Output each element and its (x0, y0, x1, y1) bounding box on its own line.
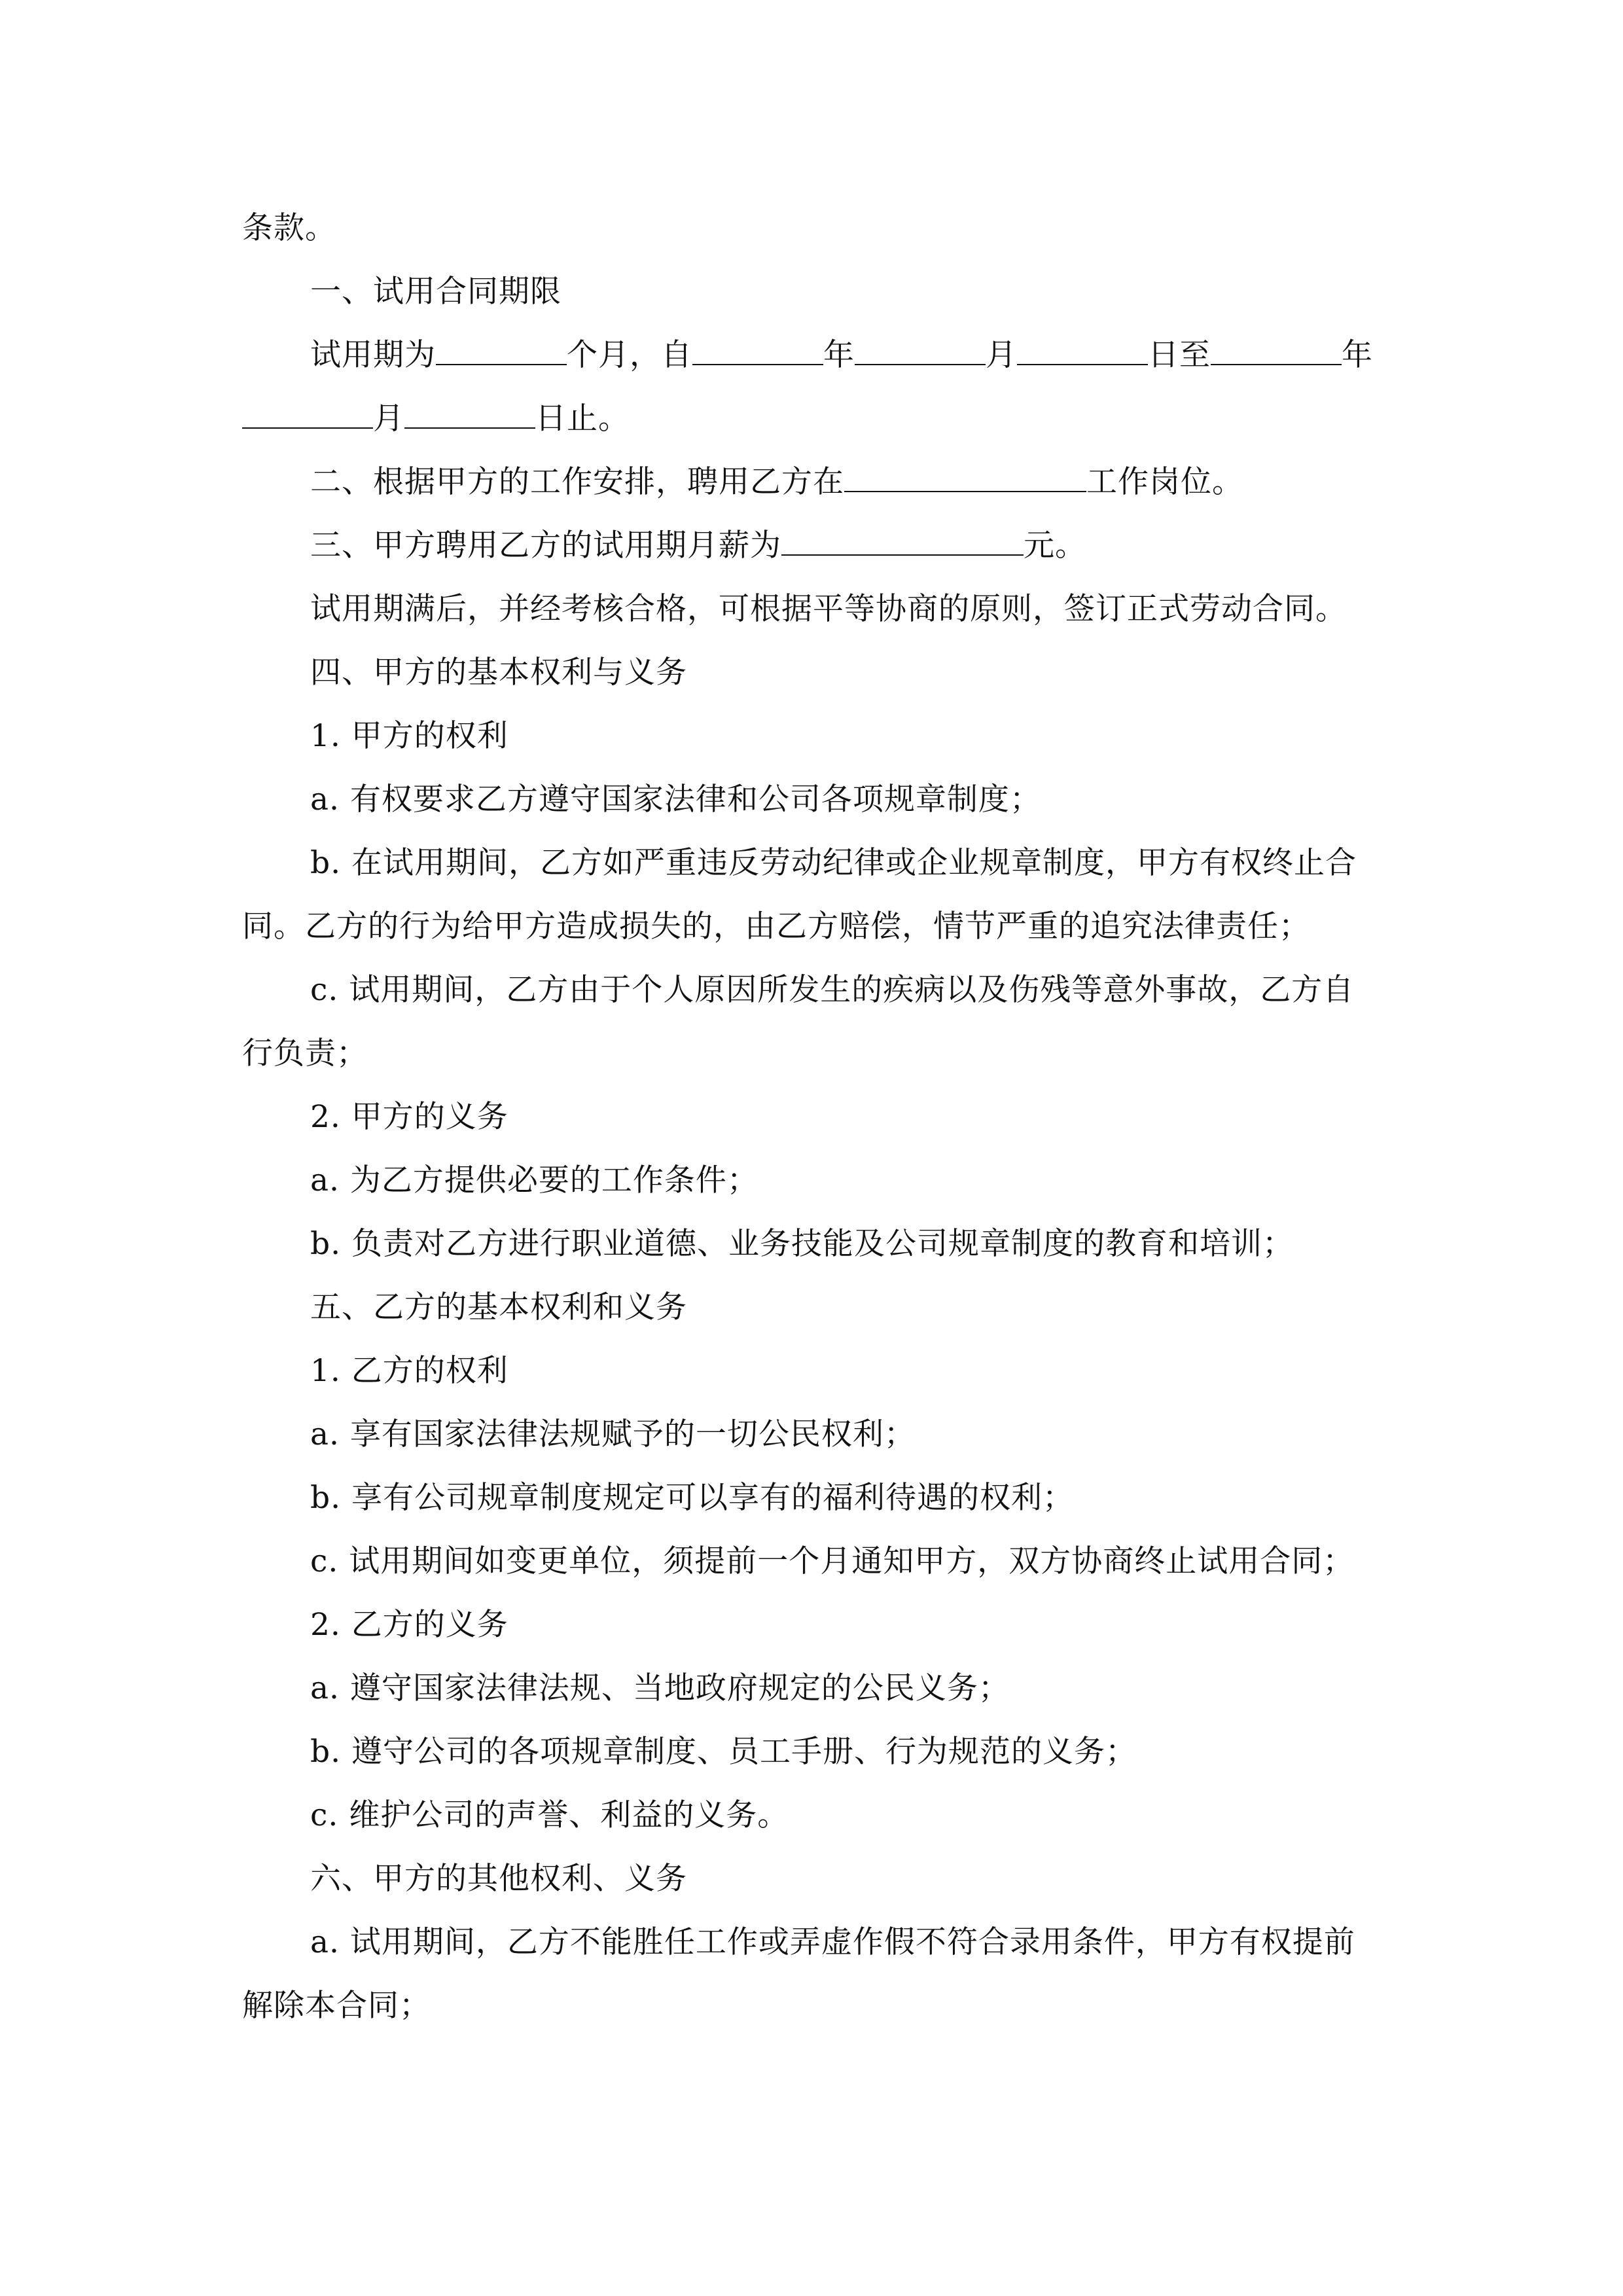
list-item: c. 试用期间，乙方由于个人原因所发生的疾病以及伤残等意外事故，乙方自 (310, 972, 1355, 1008)
list-item-cont: 行负责； (242, 1035, 368, 1071)
text-line: 条款。 (242, 210, 336, 246)
text-line: 试用期满后，并经考核合格，可根据平等协商的原则，签订正式劳动合同。 (310, 591, 1347, 627)
list-item: b. 在试用期间，乙方如严重违反劳动纪律或企业规章制度，甲方有权终止合 (310, 845, 1357, 881)
section-heading-2: 二、根据甲方的工作安排，聘用乙方在 工作岗位。 (310, 464, 1243, 500)
list-item: a. 有权要求乙方遵守国家法律和公司各项规章制度； (310, 781, 1041, 817)
end-day-blank (404, 401, 535, 429)
list-item-cont: 解除本合同； (242, 1988, 431, 2024)
list-item: a. 遵守国家法律法规、当地政府规定的公民义务； (310, 1670, 1010, 1706)
subheading: 1. 乙方的权利 (310, 1353, 508, 1389)
end-year-blank (1211, 338, 1342, 365)
list-item: a. 试用期间，乙方不能胜任工作或弄虚作假不符合录用条件，甲方有权提前 (310, 1924, 1355, 1960)
end-month-blank (242, 401, 373, 429)
document-page (242, 196, 1394, 2037)
section-heading-5: 五、乙方的基本权利和义务 (310, 1289, 687, 1325)
position-blank (844, 465, 1086, 492)
subheading: 1. 甲方的权利 (310, 718, 508, 754)
section-heading-6: 六、甲方的其他权利、义务 (310, 1861, 687, 1897)
subheading: 2. 甲方的义务 (310, 1099, 508, 1135)
list-item: b. 享有公司规章制度规定可以享有的福利待遇的权利； (310, 1480, 1074, 1516)
months-blank (436, 338, 567, 365)
subheading: 2. 乙方的义务 (310, 1607, 508, 1643)
list-item: b. 负责对乙方进行职业道德、业务技能及公司规章制度的教育和培训； (310, 1226, 1294, 1262)
probation-period-line: 试用期为 个月，自 年 月 日至 年 (310, 337, 1373, 373)
probation-period-line-cont: 月 日止。 (242, 387, 1394, 450)
list-item: c. 维护公司的声誉、利益的义务。 (310, 1797, 789, 1833)
section-heading-4: 四、甲方的基本权利与义务 (310, 655, 687, 691)
section-heading-1: 一、试用合同期限 (310, 274, 562, 310)
start-day-blank (1017, 338, 1148, 365)
list-item-cont: 同。乙方的行为给甲方造成损失的，由乙方赔偿，情节严重的追究法律责任； (242, 908, 1310, 944)
start-year-blank (692, 338, 823, 365)
list-item: c. 试用期间如变更单位，须提前一个月通知甲方，双方协商终止试用合同； (310, 1543, 1355, 1579)
start-month-blank (855, 338, 986, 365)
salary-blank (781, 528, 1024, 556)
list-item: a. 享有国家法律法规赋予的一切公民权利； (310, 1416, 916, 1452)
list-item: a. 为乙方提供必要的工作条件； (310, 1162, 758, 1198)
section-heading-3: 三、甲方聘用乙方的试用期月薪为 元。 (310, 528, 1086, 564)
list-item: b. 遵守公司的各项规章制度、员工手册、行为规范的义务； (310, 1734, 1137, 1770)
